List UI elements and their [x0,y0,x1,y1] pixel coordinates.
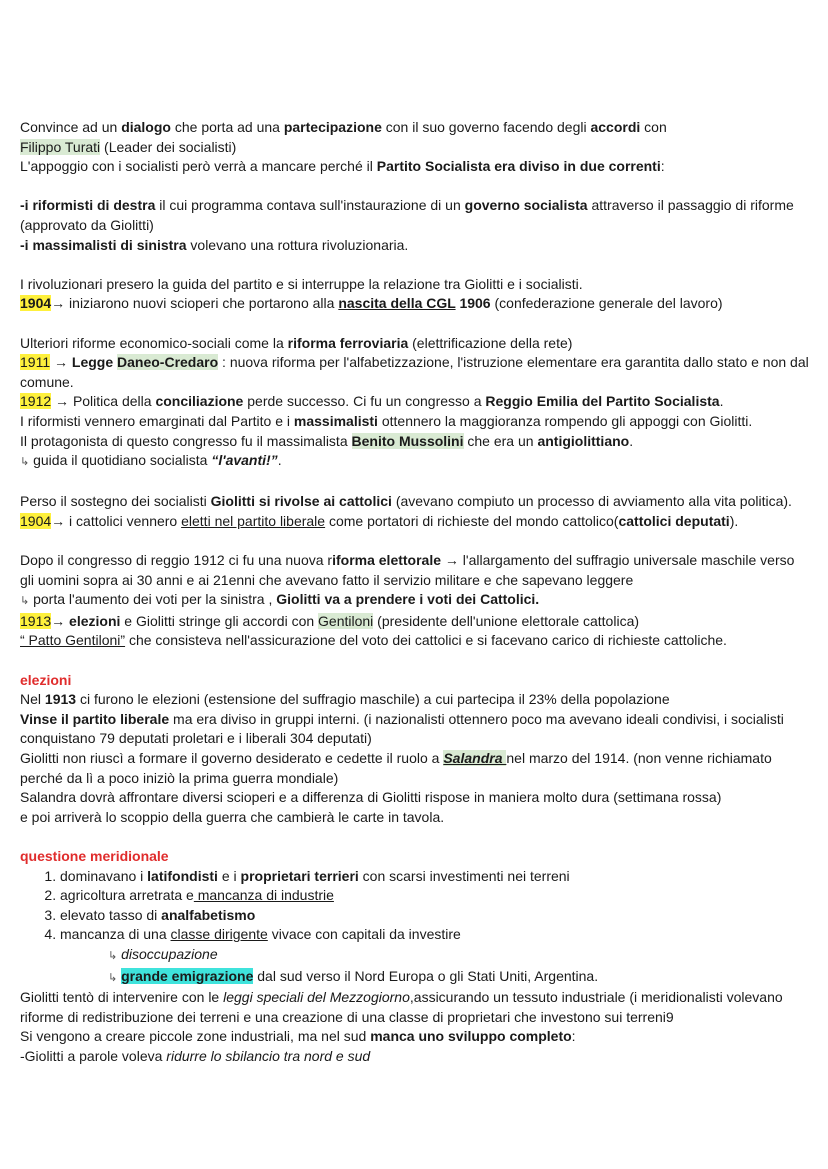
document-page [20,118,812,1067]
text: perde successo. Ci fu un congresso a [243,393,486,410]
bold-antigiolittiano: antigiolittiano [537,432,630,449]
paragraph-1911 [20,353,812,392]
paragraph-1913 [20,612,812,632]
bold-sviluppo-completo: manca uno sviluppo completo [370,1028,572,1045]
text: Convince ad un [20,119,122,135]
text: Si vengono a creare piccole zone industriali, ma nel sud [20,1028,371,1045]
text: Politica della [72,393,156,410]
paragraph-elezioni-1913 [20,690,812,710]
italic-disoccupazione: disoccupazione [121,945,218,962]
subitem-arrow-icon: ↳ [20,456,30,469]
text: con scarsi investimenti nei terreni [358,867,570,884]
underline-partito-liberale: eletti nel partito liberale [181,512,326,529]
list-item [60,867,812,887]
text: mancanza di una [60,926,171,943]
year-1913: 1913 [20,612,52,629]
text: che era un [463,432,538,449]
subitem-emigrazione [20,967,812,989]
paragraph-emarginati [20,412,812,432]
heading-questione-meridionale: questione meridionale [20,847,169,864]
subitem-arrow-icon: ↳ [108,971,118,984]
text: volevano una rottura rivoluzionaria. [186,236,409,253]
text: che porta ad una [170,119,284,135]
text: attraverso il passaggio di riforme (approvato da Giolitti) [20,197,794,233]
text: che consisteva nell'assicurazione del voto dei cattolici e si facevano carico di richieste cattoliche. [125,632,727,649]
paragraph-avanti [20,451,812,473]
bold-cattolici-deputati: cattolici deputati [618,512,730,529]
text: Il protagonista di questo congresso fu il massimalista [20,432,352,449]
year-1904: 1904 [20,512,52,529]
text: i cattolici vennero [65,512,182,529]
text: Giolitti tentò di intervenire con le [20,989,224,1006]
bold-giolitti-voti: Giolitti va a prendere i voti dei Cattolici. [276,591,540,608]
text: Perso il sostegno dei socialisti [20,493,211,510]
text: (confederazione generale del lavoro) [490,295,723,312]
text: L'appoggio con i socialisti però verrà a mancare perché il [20,158,377,175]
highlight-mussolini: Benito Mussolini [351,432,464,449]
text: . [719,393,724,410]
bold-accordi: accordi [590,119,641,135]
paragraph-guerra: e poi arriverà lo scoppio della guerra che cambierà le carte in tavola. [20,808,445,825]
text: Nel [20,691,45,708]
bold-massimalisti: massimalisti [293,412,378,429]
bold-riforma-elettorale: iforma elettorale [332,552,442,569]
paragraph-1904-cgl [20,294,812,314]
bold-vinse-partito-liberale: Vinse il partito liberale [20,710,170,727]
subitem-arrow-icon: ↳ [20,595,30,608]
bold-analfabetismo: analfabetismo [161,906,256,923]
bold-riformisti: -i riformisti di destra [20,197,156,214]
text: nel marzo del 1914. (non venne richiamato perché da lì a poco iniziò la prima guerra mondiale) [20,750,772,786]
paragraph-1904-cattolici [20,512,812,532]
paragraph-appoggio [20,157,812,177]
arrow-icon: → [51,512,66,529]
text: con il suo governo facendo degli [381,119,591,135]
text: con [640,119,667,135]
arrow-icon: → [50,354,72,371]
list-item [60,925,812,945]
bold-proprietari: proprietari terrieri [240,867,359,884]
bold-1913: 1913 [44,691,77,708]
text: dominavano i [60,867,148,884]
year-1912: 1912 [20,393,52,410]
underline-patto-gentiloni: “ Patto Gentiloni” [20,632,126,649]
numbered-list [20,867,812,945]
text: -Giolitti a parole voleva [20,1047,167,1064]
bold-riforma-ferroviaria: riforma ferroviaria [287,334,409,351]
text: Ulteriori riforme economico-sociali come la [20,334,288,351]
italic-sbilancio: ridurre lo sbilancio tra nord e sud [166,1047,371,1064]
text: ma era diviso in gruppi interni. (i nazionalisti ottennero poco ma avevano ideali condivisi, i socialisti conquistano 79 deputati proletari e i liberali 304 deputati) [20,710,784,747]
text: e Giolitti stringe gli accordi con [120,612,319,629]
text: : nuova riforma per l'alfabetizzazione, l'istruzione elementare era garantita dallo stato e non dal comune. [20,354,809,390]
arrow-icon: → [51,295,66,312]
year-1904: 1904 [20,295,52,312]
text: il cui programma contava sull'instaurazione di un [155,197,465,214]
italic-avanti: “l'avanti!” [211,452,278,469]
paragraph-salandra [20,749,812,788]
bold-1906: 1906 [455,295,491,312]
text: e i [217,867,241,884]
arrow-icon: → [51,612,66,629]
highlight-salandra: Salandra [443,750,507,766]
paragraph-sbilancio [20,1047,812,1067]
arrow-icon: → [51,393,73,410]
bold-elezioni: elezioni [65,612,121,629]
text: ,assicurando un tessuto industriale (i meridionalisti volevano riforme di redistribuzione dei terreni e una creazione di una classe di proprietari che investono sui terreni9 [20,989,783,1025]
highlight-turati: Filippo Turati [20,138,101,155]
subitem-disoccupazione [20,945,812,967]
text: iniziarono nuovi scioperi che portarono alla [65,295,339,312]
bold-partito-diviso: Partito Socialista era diviso in due correnti [376,158,661,175]
bold-governo-socialista: governo socialista [464,197,588,214]
highlight-gentiloni: Gentiloni [318,612,374,629]
paragraph-voti-cattolici [20,590,812,612]
text: porta l'aumento dei voti per la sinistra , [29,591,277,608]
paragraph-patto-gentiloni [20,631,812,651]
subitem-arrow-icon: ↳ [108,949,118,962]
text: dal sud verso il Nord Europa o gli Stati Uniti, Argentina. [253,967,599,984]
bold-giolitti-cattolici: Giolitti si rivolse ai cattolici [210,493,392,510]
text: I riformisti vennero emarginati dal Partito e i [20,412,294,429]
text: : [571,1028,576,1045]
underline-classe-dirigente: classe dirigente [170,926,268,943]
text: : [660,158,665,175]
bold-reggio-emilia: Reggio Emilia del Partito Socialista [485,393,720,410]
text: ). [729,512,739,529]
text: guida il quotidiano socialista [29,452,212,469]
bold-conciliazione: conciliazione [155,393,244,410]
paragraph-leggi-speciali [20,988,812,1027]
bold-latifondisti: latifondisti [147,867,218,884]
italic-leggi-speciali: leggi speciali del Mezzogiorno [223,989,410,1006]
highlight-grande-emigrazione: grande emigrazione [121,967,254,984]
text: (avevano compiuto un processo di avviamento alla vita politica). [391,493,792,510]
paragraph-ferroviaria [20,334,812,354]
text: ottennero la maggioranza rompendo gli appoggi con Giolitti. [377,412,753,429]
text: agricoltura arretrata e [60,887,194,904]
text: (presidente dell'unione elettorale cattolica) [373,612,640,629]
text: ci furono le elezioni (estensione del suffragio maschile) a cui partecipa il 23% della popolazione [76,691,670,708]
year-1911: 1911 [20,354,51,371]
list-item [60,906,812,926]
paragraph-cattolici [20,492,812,512]
paragraph-zone-industriali [20,1027,812,1047]
heading-elezioni: elezioni [20,671,72,688]
text: come portatori di richieste del mondo cattolico( [325,512,619,529]
paragraph-vinse [20,710,812,749]
text: (Leader dei socialisti) [100,138,237,155]
bold-partecipazione: partecipazione [283,119,382,135]
paragraph-scioperi: Salandra dovrà affrontare diversi scioperi e a differenza di Giolitti rispose in maniera molto dura (settimana rossa) [20,789,722,806]
paragraph-1912 [20,392,812,412]
paragraph-mussolini [20,432,812,452]
paragraph-riforma-elettorale [20,551,812,590]
text: . [277,452,282,469]
text: . [629,432,634,449]
text: Dopo il congresso di reggio 1912 ci fu una nuova r [20,552,333,569]
text: (elettrificazione della rete) [408,334,573,351]
underline-industrie: mancanza di industrie [193,887,334,904]
bold-legge: Legge [71,354,118,371]
text: elevato tasso di [60,906,162,923]
paragraph-massimalisti [20,236,812,256]
text: → l'allargamento del suffragio universale maschile verso gli uomini sopra ai 30 anni e ai 21enni che avevano fatto il servizio militare e che sapevano leggere [20,552,795,588]
paragraph-rivoluzionari: I rivoluzionari presero la guida del partito e si interruppe la relazione tra Giolitti e i socialisti. [20,275,583,292]
paragraph-turati [20,118,812,157]
paragraph-riformisti [20,196,812,235]
text: vivace con capitali da investire [267,926,461,943]
bold-dialogo: dialogo [121,119,171,135]
list-item [60,886,812,906]
highlight-daneo-credaro: Daneo-Credaro [117,354,219,371]
text: Giolitti non riuscì a formare il governo desiderato e cedette il ruolo a [20,750,444,766]
bold-nascita-cgl: nascita della CGL [338,295,456,312]
bold-massimalisti: -i massimalisti di sinistra [20,236,187,253]
